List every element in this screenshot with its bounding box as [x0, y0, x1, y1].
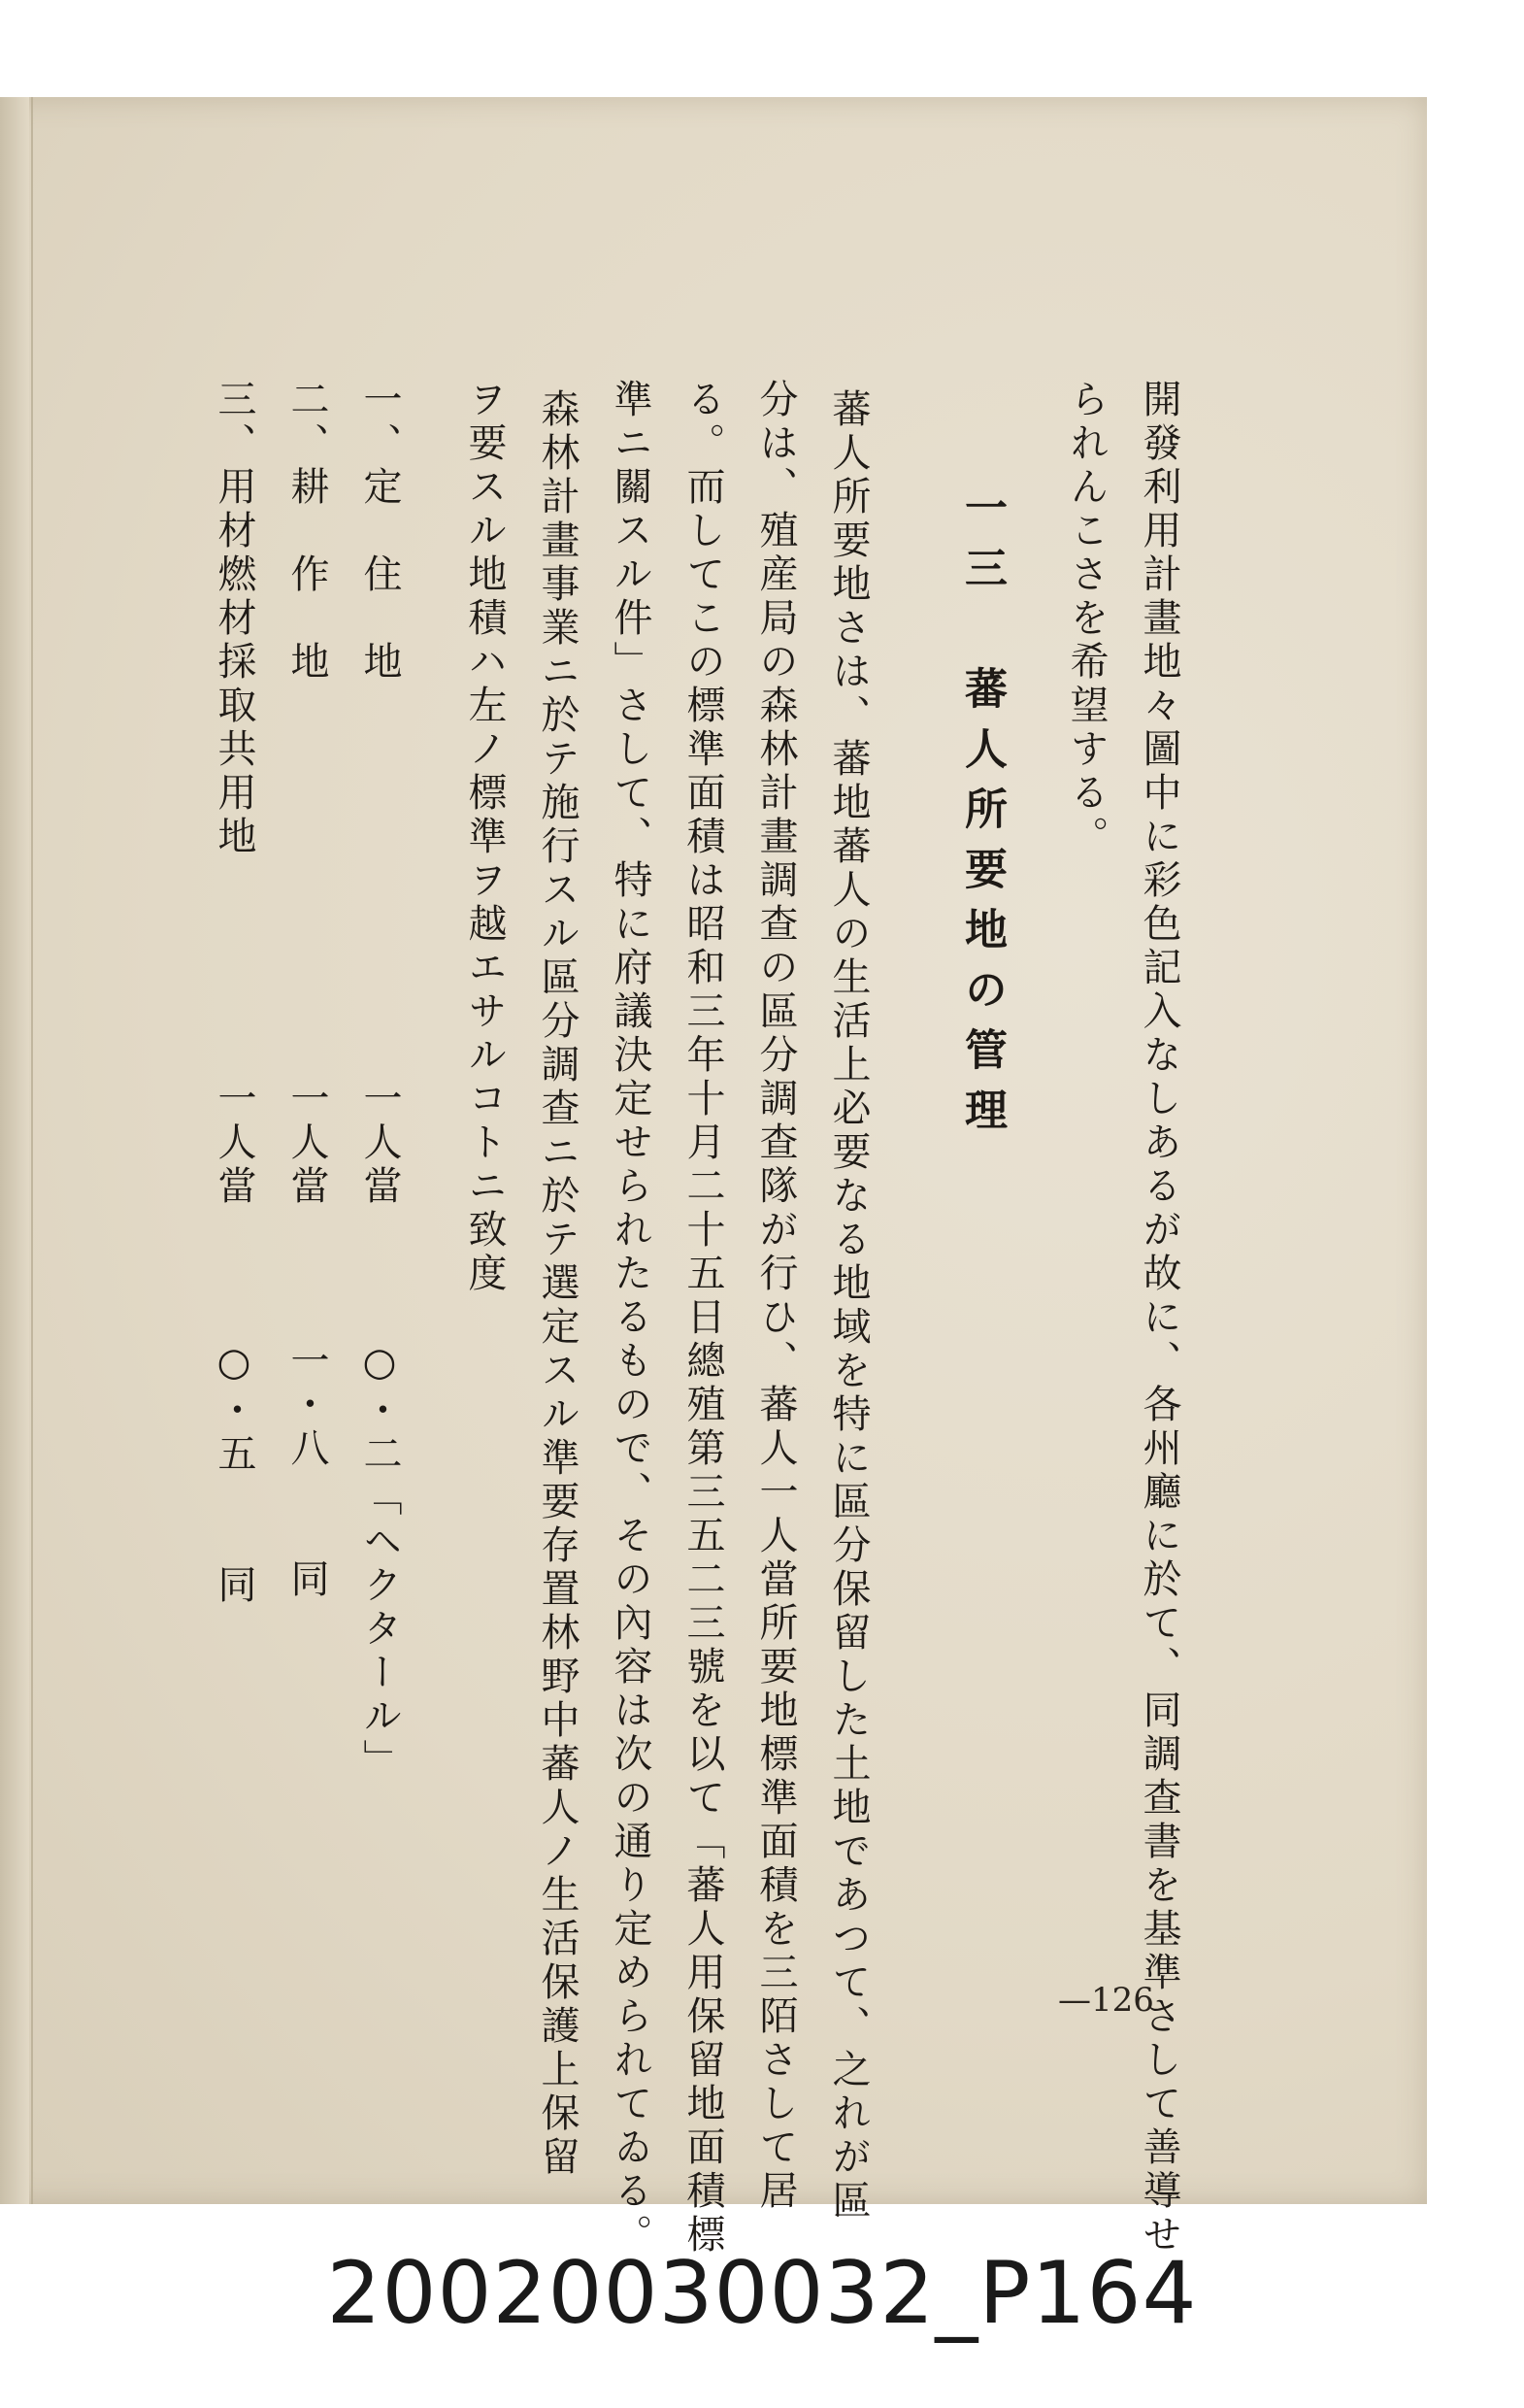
text-column: られんこさを希望する。	[1064, 379, 1109, 859]
book-page	[0, 97, 1427, 2258]
text-column: 開發利用計畫地々圖中に彩色記入なしあるが故に、各州廳に於て、同調查書を基準さして善導せ	[1137, 379, 1181, 2258]
image-caption: 20020030032_P164	[326, 2243, 1198, 2343]
text-column: 森林計畫事業ニ於テ施行スル區分調查ニ於テ選定スル準要存置林野中蕃人ノ生活保護上保留	[535, 388, 580, 2180]
text-column: 蕃人所要地さは、蕃地蕃人の生活上必要なる地域を特に區分保留した土地であつて、之れが區	[826, 388, 871, 2224]
text-column: 分は、殖産局の森林計畫調查の區分調查隊が行ひ、蕃人一人當所要地標準面積を三陌さして居	[753, 379, 798, 2214]
table-row: 三、用材燃材採取共用地 一人當 ○・五 同	[212, 379, 256, 1608]
text-column: 準ニ關スル件」さして、特に府議決定せられたるもので、その內容は次の通り定められてゐる。	[608, 379, 652, 2258]
text-column: る。而してこの標準面積は昭和三年十月二十五日總殖第三五二三號を以て「蕃人用保留地面積標	[680, 379, 725, 2258]
gutter-line	[31, 97, 33, 2204]
text-column: ヲ要スル地積ハ左ノ標準ヲ越エサルコトニ致度	[462, 379, 507, 1296]
section-heading: 一三 蕃人所要地の管理	[957, 485, 1007, 1148]
page-gutter	[0, 97, 29, 2204]
page-number: —126	[1058, 1981, 1154, 2020]
table-row: 二、耕 作 地 一人當 一・八 同	[284, 379, 329, 1602]
table-row: 一、定 住 地 一人當 ○・二「ヘクタール」	[357, 379, 402, 1783]
